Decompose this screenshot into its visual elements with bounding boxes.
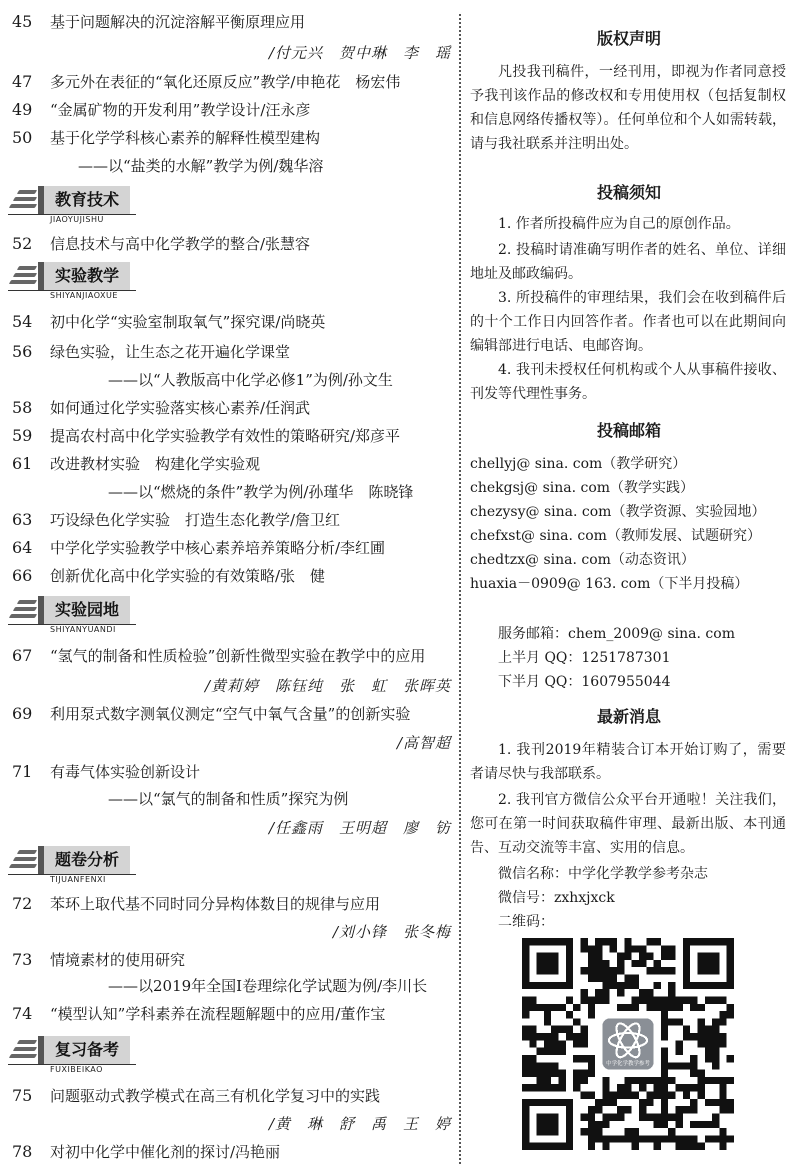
notice-item: 3. 所投稿件的审理结果，我们会在收到稿件后的十个工作日内回答作者。作者也可以在此期间向编辑部进行电话、电邮咨询。 — [470, 290, 786, 354]
article-title: 有毒气体实验创新设计 — [50, 763, 201, 781]
qq-second-half: 下半月 QQ：1607955044 — [498, 674, 671, 690]
mail-item[interactable]: chefxst@ sina. com（教师发展、试题研究） — [470, 528, 761, 544]
news-heading: 最新消息 — [596, 707, 661, 726]
section-bars-icon — [8, 190, 40, 210]
notice-column — [470, 0, 788, 1174]
article-title: 绿色实验，让生态之花开遍化学课堂 — [50, 343, 291, 361]
article-title: 基于问题解决的沉淀溶解平衡原理应用 — [50, 13, 306, 31]
article-title: 基于化学学科核心素养的解释性模型建构 — [50, 129, 321, 147]
page-number: 54 — [12, 312, 33, 331]
section-bars-icon — [8, 1040, 40, 1060]
notice-item: 1. 作者所投稿件应为自己的原创作品。 — [498, 216, 740, 232]
page-number: 74 — [12, 1004, 33, 1023]
article-title: 对初中化学中催化剂的探讨/冯艳丽 — [50, 1143, 281, 1161]
article-title: 提高农村高中化学实验教学有效性的策略研究/郑彦平 — [50, 427, 401, 445]
article-title: 初中化学“实验室制取氧气”探究课/尚晓英 — [50, 313, 326, 331]
article-title: 苯环上取代基不同时同分异构体数目的规律与应用 — [50, 895, 381, 913]
article-title: 改进教材实验 构建化学实验观 — [50, 455, 261, 473]
section-header — [8, 262, 158, 300]
article-authors: /高智超 — [396, 734, 451, 752]
article-authors: /黄莉婷 陈钰纯 张 虹 张晖英 — [204, 677, 451, 695]
mail-item[interactable]: chezysy@ sina. com（教学资源、实验园地） — [470, 504, 766, 520]
page-number: 45 — [12, 12, 33, 31]
page-number: 67 — [12, 646, 33, 665]
page-number: 73 — [12, 950, 33, 969]
article-authors: /任鑫雨 王明超 廖 钫 — [268, 819, 451, 837]
article-subtitle: ——以“氯气的制备和性质”探究为例 — [108, 790, 349, 808]
article-subtitle: ——以2019年全国Ⅰ卷理综化学试题为例/李川长 — [108, 977, 428, 995]
qr-label: 二维码： — [498, 914, 554, 930]
mail-item[interactable]: huaxia－0909@ 163. com（下半月投稿） — [470, 576, 749, 592]
page-number: 50 — [12, 128, 33, 147]
article-title: 如何通过化学实验落实核心素养/任润武 — [50, 399, 311, 417]
article-subtitle: ——以“盐类的水解”教学为例/魏华溶 — [78, 157, 324, 175]
article-title: 多元外在表征的“氧化还原反应”教学/申艳花 杨宏伟 — [50, 73, 401, 91]
wechat-id: 微信号：zxhxjxck — [498, 890, 615, 906]
copyright-text: 凡投我刊稿件，一经刊用，即视为作者同意授予我刊该作品的修改权和专用使用权（包括复制权和信息网络传播权等）。任何单位和个人如需转载，请与我社联系并注明出处。 — [470, 64, 786, 152]
notice-heading: 投稿须知 — [596, 183, 661, 202]
article-authors: /付元兴 贺中琳 李 瑶 — [268, 44, 451, 62]
page-number: 52 — [12, 234, 33, 253]
section-title: 复习备考 — [44, 1036, 130, 1064]
section-title: 实验园地 — [44, 596, 130, 624]
notice-item: 4. 我刊未授权任何机构或个人从事稿件接收、刊发等代理性事务。 — [470, 362, 786, 402]
section-bars-icon — [8, 266, 40, 286]
article-title: 问题驱动式教学模式在高三有机化学复习中的实践 — [50, 1087, 381, 1105]
article-title: 中学化学实验教学中核心素养培养策略分析/李红圃 — [50, 539, 386, 557]
qr-logo-text — [606, 1059, 650, 1067]
page-number: 56 — [12, 342, 33, 361]
page-number: 59 — [12, 426, 33, 445]
service-email[interactable]: 服务邮箱：chem_2009@ sina. com — [498, 626, 735, 642]
section-title: 实验教学 — [44, 262, 130, 290]
mail-item[interactable]: chekgsj@ sina. com（教学实践） — [470, 480, 695, 496]
article-title: “金属矿物的开发利用”教学设计/汪永彦 — [50, 101, 311, 119]
article-title: “模型认知”学科素养在流程题解题中的应用/董作宝 — [50, 1005, 386, 1023]
article-subtitle: ——以“人教版高中化学必修1”为例/孙文生 — [108, 371, 393, 389]
page-number: 75 — [12, 1086, 33, 1105]
page-number: 49 — [12, 100, 33, 119]
news-item: 1. 我刊2019年精装合订本开始订购了，需要者请尽快与我部联系。 — [470, 742, 786, 782]
column-divider — [459, 14, 461, 1164]
section-bars-icon — [8, 850, 40, 870]
section-header — [8, 596, 158, 634]
copyright-heading: 版权声明 — [596, 29, 661, 48]
section-title: 题卷分析 — [44, 846, 130, 874]
section-pinyin: FUXIBEIKAO — [50, 1065, 103, 1074]
section-bars-icon — [8, 600, 40, 620]
page-number: 64 — [12, 538, 33, 557]
article-subtitle: ——以“燃烧的条件”教学为例/孙瑾华 陈晓锋 — [108, 483, 414, 501]
article-authors: /黄 琳 舒 禹 王 婷 — [268, 1115, 451, 1133]
article-title: 创新优化高中化学实验的有效策略/张 健 — [50, 567, 326, 585]
mail-heading: 投稿邮箱 — [596, 421, 661, 440]
article-title: 信息技术与高中化学教学的整合/张慧容 — [50, 235, 311, 253]
page-number: 78 — [12, 1142, 33, 1161]
page-number: 63 — [12, 510, 33, 529]
page-number: 71 — [12, 762, 33, 781]
article-title: 利用泵式数字测氧仪测定“空气中氧气含量”的创新实验 — [50, 705, 411, 723]
section-pinyin: TIJUANFENXI — [50, 875, 106, 884]
page-number: 47 — [12, 72, 33, 91]
mail-item[interactable]: chedtzx@ sina. com（动态资讯） — [470, 552, 695, 568]
article-title: “氢气的制备和性质检验”创新性微型实验在教学中的应用 — [50, 647, 426, 665]
qr-code-image[interactable] — [522, 938, 734, 1150]
article-title: 巧设绿色化学实验 打造生态化教学/詹卫红 — [50, 511, 341, 529]
notice-item: 2. 投稿时请准确写明作者的姓名、单位、详细地址及邮政编码。 — [470, 242, 786, 282]
section-title: 教育技术 — [44, 186, 130, 214]
page-number: 66 — [12, 566, 33, 585]
section-header — [8, 846, 158, 884]
wechat-name: 微信名称：中学化学教学参考杂志 — [498, 866, 708, 882]
page-number: 58 — [12, 398, 33, 417]
section-pinyin: JIAOYUJISHU — [50, 215, 104, 224]
page-number: 72 — [12, 894, 33, 913]
section-pinyin: SHIYANJIAOXUE — [50, 291, 118, 300]
section-header — [8, 186, 158, 224]
article-title: 情境素材的使用研究 — [50, 951, 186, 969]
section-header — [8, 1036, 158, 1074]
news-item: 2. 我刊官方微信公众平台开通啦！关注我们，您可在第一时间获取稿件审理、最新出版、本刊通告、互动交流等丰富、实用的信息。 — [470, 792, 786, 856]
page-number: 61 — [12, 454, 33, 473]
article-authors: /刘小锋 张冬梅 — [332, 923, 451, 941]
qq-first-half: 上半月 QQ：1251787301 — [498, 650, 671, 666]
section-pinyin: SHIYANYUANDI — [50, 625, 116, 634]
page-number: 69 — [12, 704, 33, 723]
mail-item[interactable]: chellyj@ sina. com（教学研究） — [470, 456, 687, 472]
